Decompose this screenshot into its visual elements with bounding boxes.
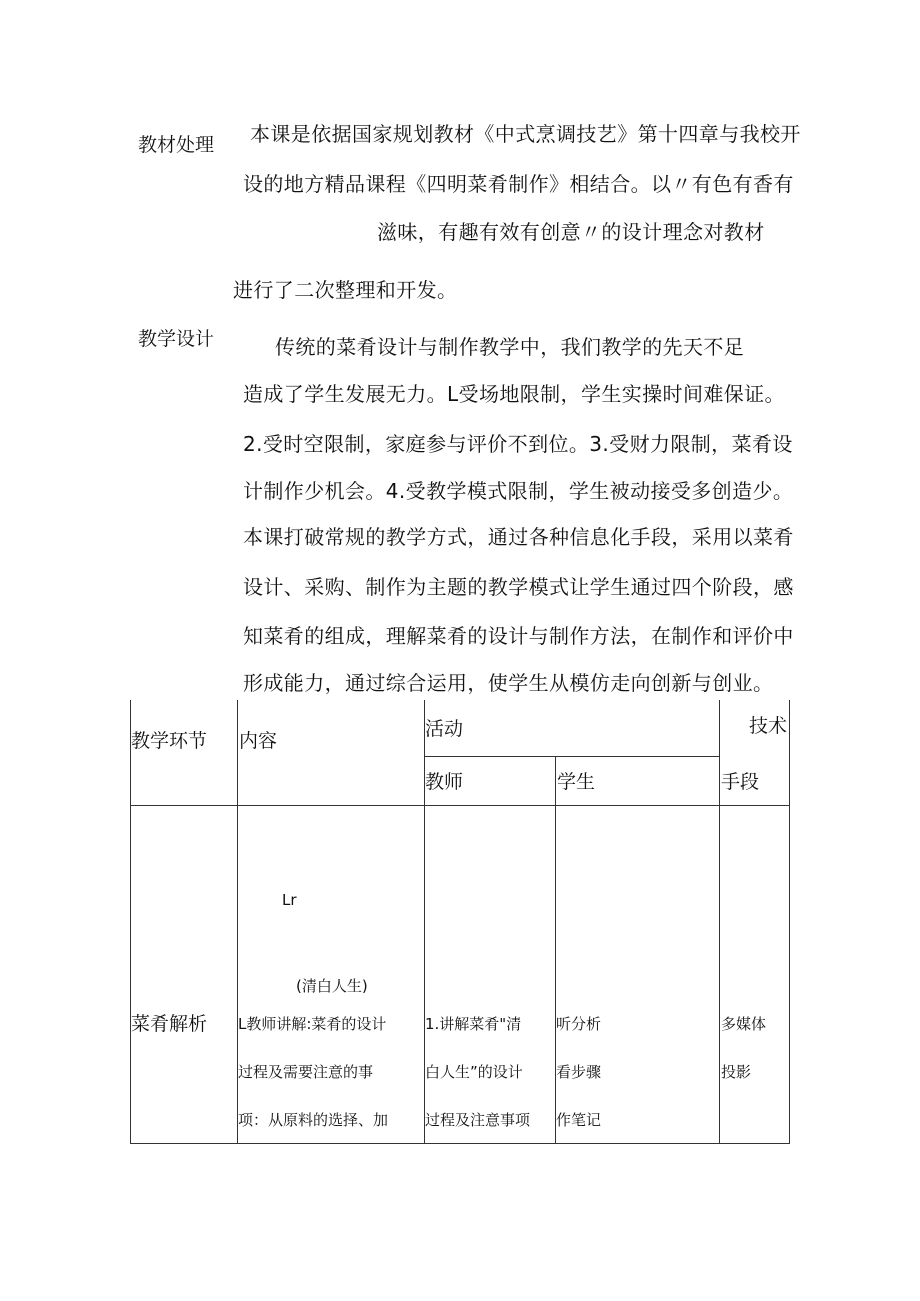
header-activity: 活动 [425, 718, 464, 740]
row-student-line-3: 作笔记 [556, 1111, 602, 1129]
header-student: 学生 [557, 771, 596, 793]
design-line-8: 形成能力，通过综合运用，使学生从模仿走向创新与创业。 [243, 671, 774, 695]
row-content-line-3: 项：从原料的选择、加 [238, 1111, 389, 1129]
table-border-right [789, 700, 790, 1144]
design-line-7: 知菜肴的组成，理解菜肴的设计与制作方法，在制作和评价中 [243, 624, 794, 648]
design-line-5: 本课打破常规的教学方式，通过各种信息化手段，采用以菜肴 [243, 525, 794, 549]
design-line-1: 传统的菜肴设计与制作教学中，我们教学的先天不足 [275, 335, 745, 359]
header-content: 内容 [239, 730, 278, 752]
row-teacher-line-3: 过程及注意事项 [425, 1111, 531, 1129]
row-content-mark: Lr [282, 891, 297, 909]
section-label-design: 教学设计 [138, 328, 215, 350]
row-teacher-line-2: 白人生”的设计 [425, 1063, 523, 1081]
materials-line-3: 滋味，有趣有效有创意〃的设计理念对教材 [377, 220, 765, 244]
table-activity-divider [424, 756, 720, 757]
design-line-6: 设计、采购、制作为主题的教学模式让学生通过四个阶段，感 [243, 575, 794, 599]
row-content-line-2: 过程及需要注意的事 [238, 1063, 374, 1081]
table-header-bottom [130, 805, 790, 806]
row-student-line-1: 听分析 [556, 1015, 602, 1033]
header-tech-line-1: 技术 [749, 715, 788, 737]
row-student-line-2: 看步骤 [556, 1063, 602, 1081]
row-stage: 菜肴解析 [131, 1013, 208, 1035]
header-teacher: 教师 [425, 771, 464, 793]
section-label-materials: 教材处理 [138, 134, 215, 156]
header-stage: 教学环节 [131, 730, 208, 752]
design-line-4: 计制作少机会。4.受教学模式限制，学生被动接受多创造少。 [243, 479, 794, 503]
materials-line-4: 进行了二次整理和开发。 [233, 278, 458, 302]
materials-line-1: 本课是依据国家规划教材《中式烹调技艺》第十四章与我校开 [250, 122, 801, 146]
table-divider-4 [719, 700, 720, 1144]
design-line-2: 造成了学生发展无力。L受场地限制，学生实操时间难保证。 [243, 382, 785, 406]
table-border-bottom [130, 1143, 790, 1144]
row-content-line-1: L教师讲解:菜肴的设计 [238, 1015, 387, 1033]
header-tech-line-2: 手段 [721, 771, 760, 793]
row-teacher-line-1: 1.讲解菜肴"清 [425, 1015, 522, 1033]
design-line-3: 2.受时空限制，家庭参与评价不到位。3.受财力限制，菜肴设 [243, 432, 793, 456]
row-tech-line-1: 多媒体 [721, 1015, 767, 1033]
row-tech-line-2: 投影 [721, 1063, 752, 1081]
materials-line-2: 设的地方精品课程《四明菜肴制作》相结合。以〃有色有香有 [243, 172, 794, 196]
table-divider-3 [555, 757, 556, 1144]
table-border-left [130, 700, 131, 1144]
row-content-title: (清白人生) [296, 977, 368, 995]
